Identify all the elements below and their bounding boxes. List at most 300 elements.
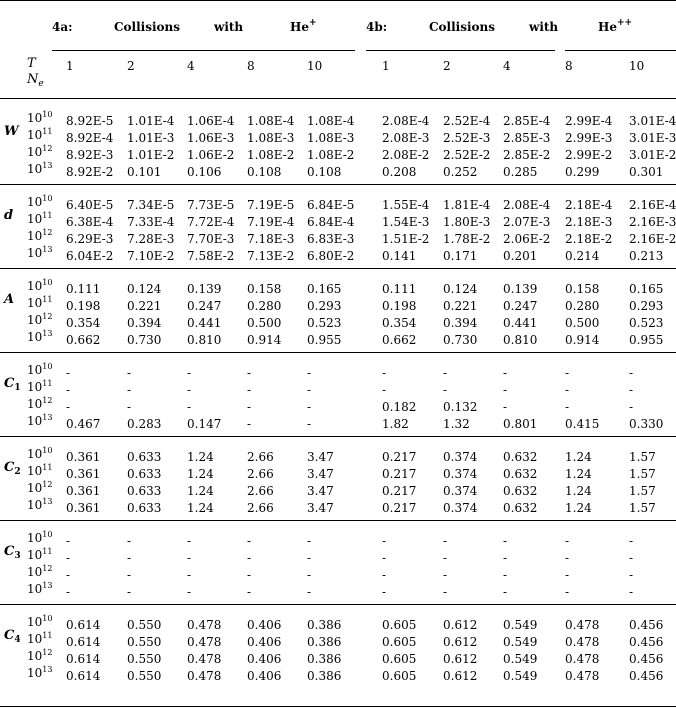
group-b-rule-2	[565, 50, 676, 51]
density-exponent: 10	[42, 614, 53, 623]
group-b-word-collisions: Collisions	[429, 20, 496, 34]
table-cell: 0.247	[503, 299, 538, 313]
density-exponent: 11	[42, 547, 53, 556]
table-cell: 1.55E-4	[382, 198, 430, 212]
parameter-symbol: C	[4, 544, 15, 559]
density-exponent: 12	[42, 396, 53, 405]
table-cell: -	[503, 551, 508, 565]
density-base: 10	[27, 649, 43, 663]
table-cell: 0.478	[565, 635, 600, 649]
table-cell: -	[503, 400, 508, 414]
table-cell: 0.415	[565, 417, 600, 431]
table-cell: -	[127, 366, 132, 380]
table-cell: 0.293	[307, 299, 342, 313]
density-exponent: 10	[42, 530, 53, 539]
density-base: 10	[27, 162, 43, 176]
table-cell: 2.08E-4	[503, 198, 551, 212]
table-cell: 1.08E-4	[307, 114, 355, 128]
density-exponent: 13	[42, 329, 53, 338]
table-cell: -	[247, 585, 252, 599]
table-cell: 2.85E-3	[503, 131, 551, 145]
table-cell: -	[503, 534, 508, 548]
table-cell: 0.730	[443, 333, 478, 347]
density-value	[27, 465, 52, 477]
table-cell: -	[247, 383, 252, 397]
table-cell: -	[66, 551, 71, 565]
table-cell: -	[443, 534, 448, 548]
table-cell: 7.18E-3	[247, 232, 295, 246]
table-cell: 0.165	[629, 282, 664, 296]
table-cell: -	[382, 534, 387, 548]
table-cell: -	[187, 400, 192, 414]
table-cell: 0.111	[66, 282, 101, 296]
table-cell: 0.955	[629, 333, 664, 347]
density-base: 10	[27, 195, 43, 209]
table-cell: -	[66, 400, 71, 414]
table-cell: 2.06E-2	[503, 232, 551, 246]
temperature-header-a-4: 8	[247, 59, 255, 73]
table-cell: 1.06E-4	[187, 114, 235, 128]
section-divider	[0, 184, 676, 185]
density-value	[27, 583, 52, 595]
table-cell: -	[565, 383, 570, 397]
table-cell: -	[443, 585, 448, 599]
table-cell: 0.285	[503, 165, 538, 179]
group-a-ion-charge: +	[308, 18, 317, 28]
table-cell: 3.47	[307, 450, 334, 464]
table-cell: 0.101	[127, 165, 162, 179]
table-cell: 0.406	[247, 618, 282, 632]
table-cell: 3.47	[307, 501, 334, 515]
table-cell: 3.01E-2	[629, 148, 676, 162]
density-exponent: 13	[42, 161, 53, 170]
table-cell: 7.70E-3	[187, 232, 235, 246]
table-cell: -	[565, 400, 570, 414]
group-a-ion-symbol: He	[290, 20, 309, 34]
density-label-symbol: N	[27, 72, 39, 87]
table-cell: 0.605	[382, 652, 417, 666]
table-cell: 0.374	[443, 467, 478, 481]
table-cell: -	[382, 551, 387, 565]
table-cell: 1.78E-2	[443, 232, 491, 246]
table-cell: 1.24	[565, 467, 592, 481]
density-exponent: 11	[42, 379, 53, 388]
table-cell: 2.08E-2	[382, 148, 430, 162]
table-cell: -	[187, 568, 192, 582]
density-exponent: 11	[42, 211, 53, 220]
table-cell: 0.478	[565, 652, 600, 666]
table-cell: 1.08E-2	[247, 148, 295, 162]
top-rule	[0, 0, 676, 1]
table-cell: 2.18E-2	[565, 232, 613, 246]
table-cell: 0.523	[629, 316, 664, 330]
density-base: 10	[27, 330, 43, 344]
table-cell: 1.08E-4	[247, 114, 295, 128]
table-cell: -	[187, 534, 192, 548]
density-base: 10	[27, 447, 43, 461]
table-cell: 0.810	[503, 333, 538, 347]
table-cell: 0.394	[127, 316, 162, 330]
table-cell: 0.478	[565, 669, 600, 683]
table-cell: 2.52E-4	[443, 114, 491, 128]
table-cell: 0.614	[66, 618, 101, 632]
table-cell: -	[443, 551, 448, 565]
table-cell: 0.549	[503, 669, 538, 683]
table-cell: -	[247, 551, 252, 565]
table-cell: 6.80E-2	[307, 249, 355, 263]
density-value	[27, 415, 52, 427]
density-value	[27, 297, 52, 309]
density-value	[27, 532, 52, 544]
density-exponent: 11	[42, 127, 53, 136]
density-exponent: 12	[42, 312, 53, 321]
table-cell: 1.24	[565, 484, 592, 498]
table-cell: 0.374	[443, 484, 478, 498]
density-label-sub: e	[38, 79, 44, 89]
table-cell: -	[565, 568, 570, 582]
table-cell: -	[503, 366, 508, 380]
density-base: 10	[27, 615, 43, 629]
table-cell: -	[565, 585, 570, 599]
density-base: 10	[27, 582, 43, 596]
table-cell: 1.57	[629, 450, 656, 464]
table-cell: 0.139	[187, 282, 222, 296]
table-cell: 0.914	[565, 333, 600, 347]
table-cell: -	[127, 551, 132, 565]
table-cell: -	[382, 366, 387, 380]
density-base: 10	[27, 531, 43, 545]
table-cell: 0.283	[127, 417, 162, 431]
table-cell: -	[503, 585, 508, 599]
density-value	[27, 213, 52, 225]
density-value	[27, 247, 52, 259]
temperature-header-a-5: 10	[307, 59, 323, 73]
table-cell: -	[66, 383, 71, 397]
table-cell: 2.18E-4	[565, 198, 613, 212]
table-cell: 0.500	[565, 316, 600, 330]
table-cell: 0.955	[307, 333, 342, 347]
density-exponent: 13	[42, 581, 53, 590]
table-cell: 0.361	[66, 501, 101, 515]
table-cell: 0.394	[443, 316, 478, 330]
table-cell: 0.361	[66, 467, 101, 481]
density-exponent: 10	[42, 110, 53, 119]
table-cell: 1.01E-4	[127, 114, 175, 128]
section-divider	[0, 706, 676, 707]
table-cell: 0.139	[503, 282, 538, 296]
table-cell: -	[127, 568, 132, 582]
density-value	[27, 650, 52, 662]
table-cell: -	[565, 534, 570, 548]
table-cell: 0.633	[127, 501, 162, 515]
table-cell: 1.24	[187, 501, 214, 515]
table-cell: 0.612	[443, 669, 478, 683]
table-cell: 0.612	[443, 635, 478, 649]
table-cell: 2.99E-4	[565, 114, 613, 128]
table-cell: 6.38E-4	[66, 215, 114, 229]
table-cell: -	[66, 568, 71, 582]
density-exponent: 11	[42, 295, 53, 304]
parameter-label	[4, 208, 13, 223]
table-cell: 1.06E-2	[187, 148, 235, 162]
table-cell: 0.221	[443, 299, 478, 313]
table-cell: 0.361	[66, 484, 101, 498]
density-value	[27, 331, 52, 343]
section-divider	[0, 604, 676, 605]
density-value	[27, 196, 52, 208]
section-divider	[0, 352, 676, 353]
density-value	[27, 499, 52, 511]
table-cell: 0.141	[382, 249, 417, 263]
table-cell: 1.57	[629, 467, 656, 481]
density-exponent: 12	[42, 564, 53, 573]
density-exponent: 13	[42, 497, 53, 506]
table-cell: 1.24	[187, 467, 214, 481]
section-divider	[0, 436, 676, 437]
table-cell: 0.374	[443, 450, 478, 464]
density-base: 10	[27, 464, 43, 478]
table-cell: -	[629, 534, 634, 548]
table-cell: 8.92E-3	[66, 148, 114, 162]
table-cell: -	[66, 585, 71, 599]
table-cell: 7.58E-2	[187, 249, 235, 263]
table-cell: -	[307, 585, 312, 599]
table-cell: 7.19E-4	[247, 215, 295, 229]
parameter-subscript: 1	[14, 383, 21, 393]
table-cell: -	[247, 417, 252, 431]
table-cell: 0.614	[66, 635, 101, 649]
density-base: 10	[27, 212, 43, 226]
table-cell: 0.914	[247, 333, 282, 347]
table-cell: -	[307, 400, 312, 414]
table-cell: 0.550	[127, 669, 162, 683]
table-cell: 1.01E-3	[127, 131, 175, 145]
table-cell: 0.217	[382, 467, 417, 481]
table-cell: 2.85E-4	[503, 114, 551, 128]
table-cell: 2.99E-2	[565, 148, 613, 162]
parameter-subscript: 4	[14, 635, 21, 645]
table-cell: 1.24	[187, 450, 214, 464]
density-value	[27, 314, 52, 326]
density-value	[27, 667, 52, 679]
density-base: 10	[27, 666, 43, 680]
table-cell: 7.19E-5	[247, 198, 295, 212]
table-cell: -	[629, 366, 634, 380]
table-cell: 0.549	[503, 635, 538, 649]
group-b-rule	[366, 50, 555, 51]
table-cell: 0.217	[382, 501, 417, 515]
table-cell: 6.04E-2	[66, 249, 114, 263]
table-cell: -	[629, 400, 634, 414]
parameter-label	[4, 460, 21, 477]
density-base: 10	[27, 565, 43, 579]
section-divider	[0, 268, 676, 269]
table-cell: 0.217	[382, 450, 417, 464]
density-exponent: 13	[42, 245, 53, 254]
table-cell: -	[307, 534, 312, 548]
table-cell: 3.47	[307, 484, 334, 498]
table-cell: 8.92E-5	[66, 114, 114, 128]
parameter-label	[4, 628, 21, 645]
table-cell: 0.456	[629, 618, 664, 632]
table-cell: -	[443, 383, 448, 397]
table-cell: 1.51E-2	[382, 232, 430, 246]
table-cell: 0.406	[247, 669, 282, 683]
section-divider	[0, 520, 676, 521]
density-exponent: 12	[42, 480, 53, 489]
table-cell: 3.01E-4	[629, 114, 676, 128]
table-cell: 2.07E-3	[503, 215, 551, 229]
table-cell: -	[127, 400, 132, 414]
table-cell: 0.299	[565, 165, 600, 179]
parameter-symbol: d	[4, 208, 14, 223]
temperature-header-a-2: 2	[127, 59, 135, 73]
density-value	[27, 448, 52, 460]
table-cell: 0.633	[127, 450, 162, 464]
table-cell: -	[629, 585, 634, 599]
table-cell: 2.66	[247, 467, 274, 481]
table-cell: -	[443, 366, 448, 380]
density-base: 10	[27, 313, 43, 327]
table-cell: 0.386	[307, 618, 342, 632]
density-value	[27, 146, 52, 158]
table-cell: -	[66, 534, 71, 548]
table-cell: 0.201	[503, 249, 538, 263]
density-base: 10	[27, 548, 43, 562]
table-cell: 0.221	[127, 299, 162, 313]
density-value	[27, 566, 52, 578]
group-a-rule	[52, 50, 355, 51]
table-cell: -	[307, 568, 312, 582]
temperature-label: T	[27, 56, 36, 71]
table-cell: 1.57	[629, 484, 656, 498]
table-cell: -	[187, 383, 192, 397]
density-value	[27, 112, 52, 124]
density-exponent: 10	[42, 278, 53, 287]
table-cell: -	[127, 383, 132, 397]
table-cell: -	[565, 366, 570, 380]
density-base: 10	[27, 498, 43, 512]
density-base: 10	[27, 397, 43, 411]
table-cell: 0.456	[629, 652, 664, 666]
table-cell: 0.500	[247, 316, 282, 330]
table-cell: -	[443, 568, 448, 582]
density-value	[27, 163, 52, 175]
density-base: 10	[27, 363, 43, 377]
table-cell: 0.111	[382, 282, 417, 296]
density-base: 10	[27, 481, 43, 495]
table-cell: -	[629, 568, 634, 582]
temperature-header-a-3: 4	[187, 59, 195, 73]
temperature-header-b-1: 1	[382, 59, 390, 73]
group-a-word-with: with	[214, 20, 244, 34]
density-value	[27, 398, 52, 410]
parameter-subscript: 2	[14, 467, 21, 477]
table-cell: 0.280	[565, 299, 600, 313]
table-cell: 0.247	[187, 299, 222, 313]
table-cell: 0.354	[66, 316, 101, 330]
parameter-symbol: W	[4, 124, 19, 139]
density-value	[27, 129, 52, 141]
table-cell: 1.82	[382, 417, 409, 431]
table-cell: 0.132	[443, 400, 478, 414]
table-cell: 0.108	[247, 165, 282, 179]
table-cell: 0.612	[443, 618, 478, 632]
table-cell: 0.217	[382, 484, 417, 498]
density-base: 10	[27, 128, 43, 142]
parameter-symbol: C	[4, 376, 15, 391]
table-cell: 0.182	[382, 400, 417, 414]
table-cell: 2.66	[247, 450, 274, 464]
table-cell: -	[187, 551, 192, 565]
table-cell: 0.456	[629, 669, 664, 683]
temperature-header-b-3: 4	[503, 59, 511, 73]
table-cell: -	[247, 534, 252, 548]
table-cell: 2.16E-3	[629, 215, 676, 229]
table-cell: 7.72E-4	[187, 215, 235, 229]
table-cell: 1.24	[187, 484, 214, 498]
table-cell: 0.374	[443, 501, 478, 515]
table-cell: -	[503, 383, 508, 397]
table-cell: -	[187, 366, 192, 380]
table-cell: 7.34E-5	[127, 198, 175, 212]
table-cell: 0.478	[187, 652, 222, 666]
density-base: 10	[27, 111, 43, 125]
table-cell: 0.198	[66, 299, 101, 313]
density-exponent: 10	[42, 362, 53, 371]
density-value	[27, 230, 52, 242]
density-value	[27, 381, 52, 393]
table-cell: 0.605	[382, 618, 417, 632]
table-cell: 2.16E-4	[629, 198, 676, 212]
table-cell: 0.523	[307, 316, 342, 330]
parameter-symbol: C	[4, 460, 15, 475]
density-exponent: 12	[42, 228, 53, 237]
table-cell: 1.01E-2	[127, 148, 175, 162]
table-cell: 7.28E-3	[127, 232, 175, 246]
table-cell: 0.632	[503, 450, 538, 464]
table-cell: 1.32	[443, 417, 470, 431]
group-a-tag: 4a:	[52, 20, 73, 34]
table-cell: 0.301	[629, 165, 664, 179]
table-cell: 0.632	[503, 501, 538, 515]
table-cell: 0.662	[66, 333, 101, 347]
density-exponent: 12	[42, 144, 53, 153]
table-cell: 0.456	[629, 635, 664, 649]
group-b-ion	[598, 20, 632, 34]
table-cell: 1.24	[565, 450, 592, 464]
table-cell: 0.108	[307, 165, 342, 179]
table-cell: -	[565, 551, 570, 565]
table-cell: 0.158	[247, 282, 282, 296]
density-label	[27, 72, 44, 89]
table-cell: 0.478	[187, 669, 222, 683]
table-cell: 2.52E-3	[443, 131, 491, 145]
table-cell: -	[127, 534, 132, 548]
density-exponent: 13	[42, 665, 53, 674]
table-cell: -	[307, 366, 312, 380]
table-cell: 0.158	[565, 282, 600, 296]
table-cell: 6.83E-3	[307, 232, 355, 246]
table-cell: 0.214	[565, 249, 600, 263]
table-cell: -	[247, 568, 252, 582]
table-cell: 0.550	[127, 635, 162, 649]
density-base: 10	[27, 296, 43, 310]
table-cell: 0.801	[503, 417, 538, 431]
table-cell: 0.386	[307, 669, 342, 683]
table-cell: 2.52E-2	[443, 148, 491, 162]
table-cell: 0.441	[187, 316, 222, 330]
